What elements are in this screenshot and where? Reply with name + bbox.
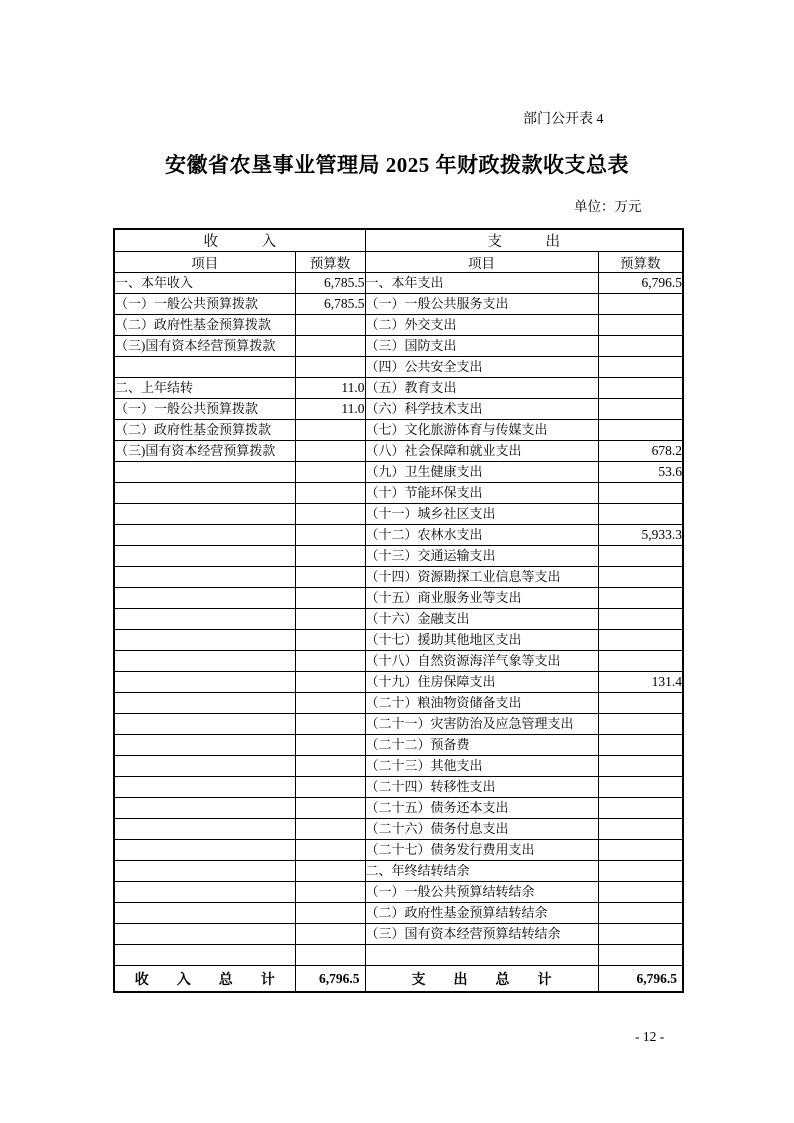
income-budget-cell: 6,785.5 [295, 273, 365, 294]
expense-item-cell: （十七）援助其他地区支出 [365, 630, 598, 651]
expense-budget-cell [598, 924, 683, 945]
expense-item-cell [365, 945, 598, 966]
expense-budget-cell [598, 567, 683, 588]
income-item-cell [114, 798, 295, 819]
expense-total-label: 支 出 总 计 [365, 966, 598, 993]
income-item-cell: 一、本年收入 [114, 273, 295, 294]
table-row [114, 294, 683, 315]
table-row [114, 924, 683, 945]
income-item-cell [114, 672, 295, 693]
expense-budget-cell [598, 798, 683, 819]
income-budget-cell: 6,785.5 [295, 294, 365, 315]
expense-budget-cell: 5,933.3 [598, 525, 683, 546]
income-budget-cell [295, 861, 365, 882]
table-row [114, 336, 683, 357]
expense-budget-cell [598, 756, 683, 777]
expense-budget-cell [598, 630, 683, 651]
table-row [114, 378, 683, 399]
expense-budget-cell [598, 357, 683, 378]
table-row [114, 441, 683, 462]
expense-budget-cell [598, 882, 683, 903]
income-budget-cell [295, 462, 365, 483]
income-item-cell: （一）一般公共预算拨款 [114, 399, 295, 420]
table-row [114, 903, 683, 924]
income-section-header: 收 入 [114, 229, 365, 252]
income-item-cell: 二、上年结转 [114, 378, 295, 399]
expense-item-cell: （十）节能环保支出 [365, 483, 598, 504]
income-item-cell [114, 924, 295, 945]
table-row [114, 546, 683, 567]
income-item-cell [114, 819, 295, 840]
expense-item-cell: （五）教育支出 [365, 378, 598, 399]
table-row [114, 567, 683, 588]
income-item-cell [114, 588, 295, 609]
expense-budget-cell [598, 420, 683, 441]
expense-item-cell: （二十七）债务发行费用支出 [365, 840, 598, 861]
expense-item-cell: （七）文化旅游体育与传媒支出 [365, 420, 598, 441]
income-budget-cell [295, 651, 365, 672]
table-row [114, 273, 683, 294]
expense-item-cell: （十九）住房保障支出 [365, 672, 598, 693]
table-row [114, 315, 683, 336]
expense-item-cell: （十一）城乡社区支出 [365, 504, 598, 525]
income-budget-cell [295, 756, 365, 777]
table-row [114, 420, 683, 441]
income-budget-cell [295, 525, 365, 546]
expense-item-cell: （十六）金融支出 [365, 609, 598, 630]
income-budget-cell: 11.0 [295, 378, 365, 399]
expense-budget-cell [598, 315, 683, 336]
income-item-cell [114, 945, 295, 966]
table-row [114, 714, 683, 735]
expense-budget-cell: 678.2 [598, 441, 683, 462]
income-budget-cell [295, 609, 365, 630]
expense-budget-cell [598, 735, 683, 756]
expense-item-cell: （二十）粮油物资储备支出 [365, 693, 598, 714]
income-budget-cell: 11.0 [295, 399, 365, 420]
expense-budget-cell: 53.6 [598, 462, 683, 483]
expense-budget-cell [598, 609, 683, 630]
expense-item-cell: （三）国有资本经营预算结转结余 [365, 924, 598, 945]
income-item-cell [114, 882, 295, 903]
expense-item-cell: （二十四）转移性支出 [365, 777, 598, 798]
income-total-label: 收 入 总 计 [114, 966, 295, 993]
table-row [114, 609, 683, 630]
expense-budget-cell [598, 378, 683, 399]
table-row [114, 588, 683, 609]
income-item-cell [114, 357, 295, 378]
expense-item-cell: （八）社会保障和就业支出 [365, 441, 598, 462]
income-item-cell [114, 714, 295, 735]
expense-item-cell: （十二）农林水支出 [365, 525, 598, 546]
expense-item-column-header: 项目 [365, 252, 598, 273]
table-row [114, 651, 683, 672]
table-row [114, 735, 683, 756]
income-budget-cell [295, 672, 365, 693]
income-budget-cell [295, 924, 365, 945]
expense-item-cell: （二）外交支出 [365, 315, 598, 336]
expense-budget-cell: 131.4 [598, 672, 683, 693]
income-total-value: 6,796.5 [295, 966, 365, 993]
income-item-cell [114, 777, 295, 798]
income-item-cell: （二）政府性基金预算拨款 [114, 315, 295, 336]
expense-budget-cell [598, 399, 683, 420]
income-budget-cell [295, 693, 365, 714]
expense-item-cell: 一、本年支出 [365, 273, 598, 294]
income-item-cell [114, 567, 295, 588]
expense-item-cell: （三）国防支出 [365, 336, 598, 357]
table-row [114, 525, 683, 546]
page-title: 安徽省农垦事业管理局 2025 年财政拨款收支总表 [165, 153, 629, 177]
expense-item-cell: （二十二）预备费 [365, 735, 598, 756]
expense-item-cell: （四）公共安全支出 [365, 357, 598, 378]
total-row [114, 966, 683, 993]
income-budget-cell [295, 420, 365, 441]
income-item-cell [114, 735, 295, 756]
income-budget-cell [295, 735, 365, 756]
unit-label: 单位：万元 [574, 199, 642, 214]
expense-budget-cell [598, 336, 683, 357]
income-item-cell [114, 756, 295, 777]
income-item-cell [114, 651, 295, 672]
income-item-cell [114, 546, 295, 567]
expense-item-cell: （十五）商业服务业等支出 [365, 588, 598, 609]
expense-item-cell: （二十三）其他支出 [365, 756, 598, 777]
income-budget-cell [295, 315, 365, 336]
expense-budget-cell [598, 714, 683, 735]
expense-item-cell: （二）政府性基金预算结转结余 [365, 903, 598, 924]
income-budget-cell [295, 714, 365, 735]
expense-budget-cell [598, 588, 683, 609]
expense-item-cell: （一）一般公共服务支出 [365, 294, 598, 315]
expense-budget-cell [598, 819, 683, 840]
income-budget-cell [295, 546, 365, 567]
income-item-cell [114, 630, 295, 651]
expense-item-cell: （十八）自然资源海洋气象等支出 [365, 651, 598, 672]
income-budget-cell [295, 777, 365, 798]
income-item-cell: （二）政府性基金预算拨款 [114, 420, 295, 441]
table-row [114, 798, 683, 819]
table-row [114, 840, 683, 861]
expense-section-header: 支 出 [365, 229, 683, 252]
income-budget-cell [295, 441, 365, 462]
expense-budget-cell [598, 651, 683, 672]
expense-budget-cell [598, 777, 683, 798]
expense-item-cell: （十三）交通运输支出 [365, 546, 598, 567]
budget-table-body [114, 273, 683, 966]
income-budget-cell [295, 798, 365, 819]
expense-budget-cell [598, 546, 683, 567]
income-item-column-header: 项目 [114, 252, 295, 273]
table-row [114, 462, 683, 483]
section-header-row [114, 229, 683, 252]
expense-item-cell: （一）一般公共预算结转结余 [365, 882, 598, 903]
income-budget-column-header: 预算数 [295, 252, 365, 273]
income-item-cell [114, 504, 295, 525]
table-row [114, 882, 683, 903]
table-row [114, 504, 683, 525]
income-budget-cell [295, 357, 365, 378]
expense-budget-cell [598, 840, 683, 861]
expense-budget-column-header: 预算数 [598, 252, 683, 273]
expense-budget-cell [598, 504, 683, 525]
income-budget-cell [295, 819, 365, 840]
expense-item-cell: 二、年终结转结余 [365, 861, 598, 882]
expense-total-value: 6,796.5 [598, 966, 683, 993]
expense-item-cell: （二十五）债务还本支出 [365, 798, 598, 819]
income-item-cell: （一）一般公共预算拨款 [114, 294, 295, 315]
page-number: - 12 - [635, 1029, 665, 1044]
income-budget-cell [295, 504, 365, 525]
income-item-cell [114, 861, 295, 882]
expense-item-cell: （九）卫生健康支出 [365, 462, 598, 483]
income-budget-cell [295, 630, 365, 651]
budget-table [113, 228, 684, 993]
table-row [114, 399, 683, 420]
expense-budget-cell [598, 693, 683, 714]
expense-budget-cell [598, 903, 683, 924]
table-row [114, 777, 683, 798]
income-budget-cell [295, 882, 365, 903]
expense-budget-cell [598, 945, 683, 966]
income-item-cell [114, 483, 295, 504]
table-row [114, 630, 683, 651]
doc-label: 部门公开表 4 [523, 112, 604, 127]
expense-item-cell: （十四）资源勘探工业信息等支出 [365, 567, 598, 588]
expense-item-cell: （二十六）债务付息支出 [365, 819, 598, 840]
table-row [114, 357, 683, 378]
income-budget-cell [295, 336, 365, 357]
income-item-cell [114, 693, 295, 714]
income-item-cell: （三)国有资本经营预算拨款 [114, 441, 295, 462]
table-row [114, 693, 683, 714]
expense-item-cell: （二十一）灾害防治及应急管理支出 [365, 714, 598, 735]
income-budget-cell [295, 588, 365, 609]
table-row [114, 672, 683, 693]
income-budget-cell [295, 945, 365, 966]
income-budget-cell [295, 567, 365, 588]
table-row [114, 483, 683, 504]
expense-budget-cell: 6,796.5 [598, 273, 683, 294]
income-item-cell [114, 525, 295, 546]
income-item-cell [114, 903, 295, 924]
expense-budget-cell [598, 861, 683, 882]
expense-item-cell: （六）科学技术支出 [365, 399, 598, 420]
expense-budget-cell [598, 294, 683, 315]
income-item-cell [114, 462, 295, 483]
table-row [114, 819, 683, 840]
income-budget-cell [295, 840, 365, 861]
income-item-cell [114, 609, 295, 630]
income-item-cell: （三)国有资本经营预算拨款 [114, 336, 295, 357]
income-budget-cell [295, 903, 365, 924]
table-row [114, 861, 683, 882]
expense-budget-cell [598, 483, 683, 504]
table-row [114, 945, 683, 966]
income-budget-cell [295, 483, 365, 504]
table-row [114, 756, 683, 777]
income-item-cell [114, 840, 295, 861]
column-header-row [114, 252, 683, 273]
